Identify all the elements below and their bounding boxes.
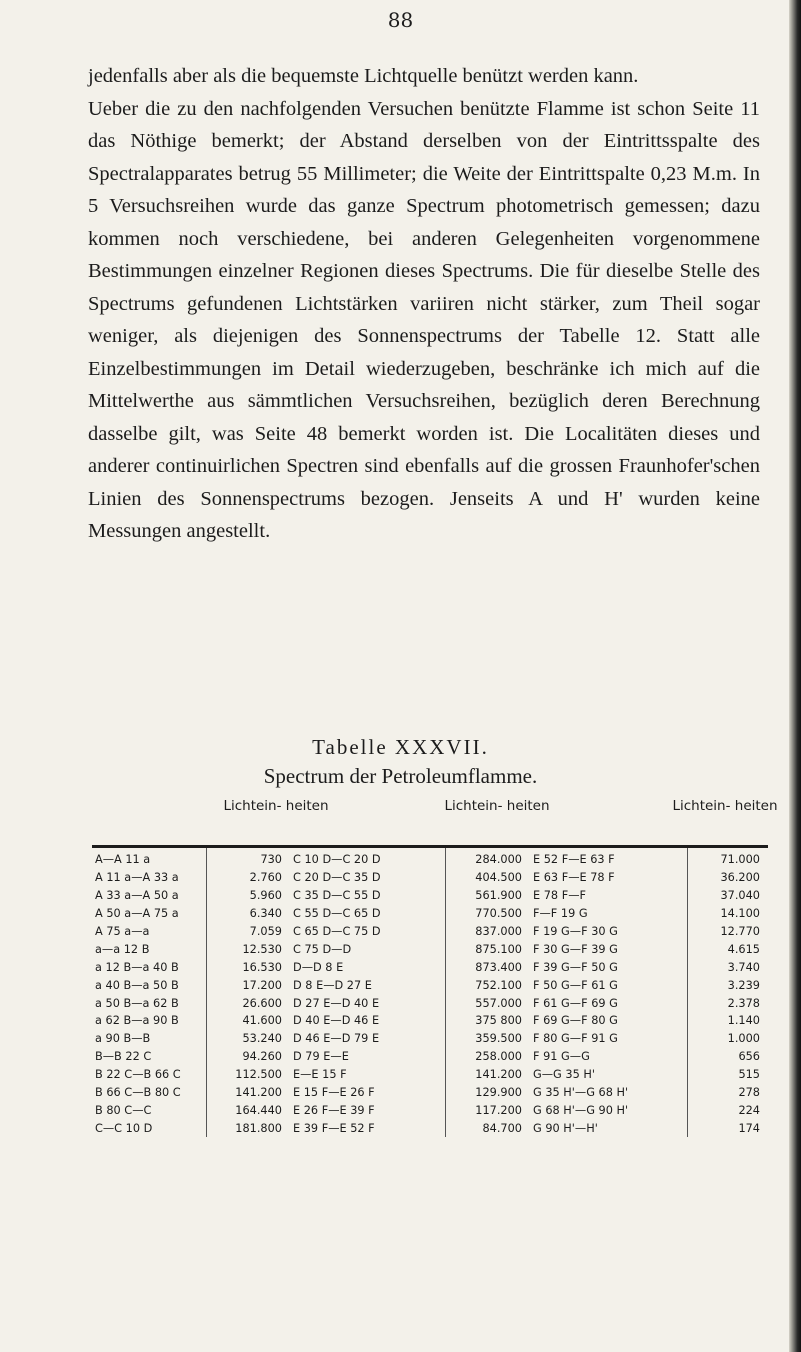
intensity-cell: 141.200 [475, 1068, 522, 1082]
region-cell: E 78 F—F [530, 887, 687, 905]
region-cell: E—E 15 F [290, 1066, 445, 1084]
table-row [92, 1048, 768, 1066]
table-body [92, 847, 768, 1138]
intensity-cell: 873.400 [475, 960, 522, 974]
intensity-cell: 656 [738, 1050, 760, 1064]
region-cell: D 46 E—D 79 E [290, 1030, 445, 1048]
region-cell: B 22 C—B 66 C [92, 1066, 206, 1084]
intensity-cell: 94.260 [242, 1050, 282, 1064]
region-cell: a 50 B—a 62 B [92, 994, 206, 1012]
intensity-cell: 730 [260, 853, 282, 867]
table-row [92, 923, 768, 941]
intensity-cell: 84.700 [482, 1121, 522, 1135]
region-cell: C 10 D—C 20 D [290, 847, 445, 869]
table-row [92, 1066, 768, 1084]
table-row [92, 1030, 768, 1048]
region-cell: a—a 12 B [92, 940, 206, 958]
intensity-cell: 36.200 [720, 871, 760, 885]
intensity-cell: 6.340 [249, 907, 282, 921]
region-cell: F 19 G—F 30 G [530, 923, 687, 941]
region-cell: A 33 a—A 50 a [92, 887, 206, 905]
region-cell: G 35 H'—G 68 H' [530, 1084, 687, 1102]
table-row [92, 1012, 768, 1030]
paragraph-1: jedenfalls aber als die bequemste Lichtquelle benützt werden kann. [88, 65, 639, 87]
region-cell: C 55 D—C 65 D [290, 905, 445, 923]
region-cell: C 20 D—C 35 D [290, 869, 445, 887]
region-cell: F 91 G—G [530, 1048, 687, 1066]
intensity-cell: 7.059 [249, 925, 282, 938]
region-cell: F 69 G—F 80 G [530, 1012, 687, 1030]
intensity-cell: 112.500 [235, 1068, 282, 1082]
column-header-1: Lichtein- heiten [223, 798, 329, 814]
region-cell: D—D 8 E [290, 958, 445, 976]
region-cell: a 12 B—a 40 B [92, 958, 206, 976]
table-row [92, 1101, 768, 1119]
region-cell: G—G 35 H' [530, 1066, 687, 1084]
table-row [92, 976, 768, 994]
intensity-cell: 5.960 [249, 889, 282, 903]
intensity-cell: 129.900 [475, 1086, 522, 1100]
intensity-cell: 71.000 [720, 853, 760, 867]
table-row [92, 1084, 768, 1102]
region-cell: F 80 G—F 91 G [530, 1030, 687, 1048]
region-cell: B 66 C—B 80 C [92, 1084, 206, 1102]
intensity-cell: 16.530 [242, 960, 282, 974]
region-cell: C—C 10 D [92, 1119, 206, 1137]
intensity-cell: 164.440 [235, 1103, 282, 1117]
region-cell: C 75 D—D [290, 940, 445, 958]
region-cell: E 39 F—E 52 F [290, 1119, 445, 1137]
table-row [92, 887, 768, 905]
intensity-cell: 875.100 [475, 942, 522, 956]
intensity-cell: 12.530 [242, 942, 282, 956]
region-cell: E 15 F—E 26 F [290, 1084, 445, 1102]
region-cell: E 52 F—E 63 F [530, 847, 687, 869]
region-cell: F 30 G—F 39 G [530, 940, 687, 958]
table-row [92, 1119, 768, 1137]
region-cell: D 8 E—D 27 E [290, 976, 445, 994]
intensity-cell: 224 [738, 1103, 760, 1117]
paragraph-2: Ueber die zu den nachfolgenden Versuchen benützte Flamme ist schon Seite 11 das Nöthige bemerkt; der Abstand derselben von der Eintrittsspalte des Spectralapparates betrug 55 Millimeter; die Weite der Eintrittspalte 0,23 M.m. In 5 Versuchsreihen wurde das ganze Spectrum photometrisch gemessen; dazu kommen noch verschiedene, bei anderen Gelegenheiten vorgenommene Bestimmungen einzelner Regionen dieses Spectrums. Die für dieselbe Stelle des Spectrums gefundenen Lichtstärken variiren nicht stärker, zum Theil sogar weniger, als diejenigen des Sonnenspectrums der Tabelle 12. Statt alle Einzelbestimmungen im Detail wiederzugeben, beschränke ich mich auf die Mittelwerthe aus sämmtlichen Versuchsreihen, bezüglich deren Berechnung dasselbe gilt, was Seite 48 bemerkt worden ist. Die Localitäten dieses und anderer continuirlichen Spectren sind ebenfalls auf die grossen Fraunhofer'schen Linien des Sonnenspectrums bezogen. Jenseits A und H' wurden keine Messungen angestellt. [88, 97, 760, 542]
region-cell: G 90 H'—H' [530, 1119, 687, 1137]
region-cell: A 11 a—A 33 a [92, 869, 206, 887]
intensity-cell: 515 [738, 1068, 760, 1082]
intensity-cell: 837.000 [475, 925, 522, 938]
region-cell: F 39 G—F 50 G [530, 958, 687, 976]
region-cell: a 90 B—B [92, 1030, 206, 1048]
region-cell: F 50 G—F 61 G [530, 976, 687, 994]
region-cell: A 50 a—A 75 a [92, 905, 206, 923]
intensity-cell: 181.800 [235, 1121, 282, 1135]
intensity-cell: 284.000 [475, 853, 522, 867]
region-cell: F—F 19 G [530, 905, 687, 923]
table-row [92, 869, 768, 887]
region-cell: A—A 11 a [92, 847, 206, 869]
table-row [92, 847, 768, 869]
intensity-cell: 2.378 [727, 996, 760, 1010]
body-text [88, 60, 760, 548]
region-cell: E 26 F—E 39 F [290, 1101, 445, 1119]
intensity-cell: 3.239 [727, 978, 760, 992]
spectrum-table [92, 845, 768, 1137]
column-header-3: Lichtein- heiten [672, 798, 778, 814]
region-cell: B 80 C—C [92, 1101, 206, 1119]
intensity-cell: 53.240 [242, 1032, 282, 1046]
table-title: Tabelle XXXVII. [312, 735, 489, 759]
region-cell: G 68 H'—G 90 H' [530, 1101, 687, 1119]
column-header-2: Lichtein- heiten [444, 798, 550, 814]
table-subtitle: Spectrum der Petroleumflamme. [263, 764, 538, 788]
table-row [92, 958, 768, 976]
intensity-cell: 17.200 [242, 978, 282, 992]
region-cell: C 35 D—C 55 D [290, 887, 445, 905]
page-number: 88 [387, 8, 414, 32]
region-cell: a 40 B—a 50 B [92, 976, 206, 994]
intensity-cell: 752.100 [475, 978, 522, 992]
region-cell: D 40 E—D 46 E [290, 1012, 445, 1030]
intensity-cell: 404.500 [475, 871, 522, 885]
intensity-cell: 117.200 [475, 1103, 522, 1117]
page-edge-shadow [789, 0, 801, 1352]
intensity-cell: 359.500 [475, 1032, 522, 1046]
intensity-cell: 3.740 [727, 960, 760, 974]
intensity-cell: 770.500 [475, 907, 522, 921]
intensity-cell: 37.040 [720, 889, 760, 903]
intensity-cell: 258.000 [475, 1050, 522, 1064]
region-cell: C 65 D—C 75 D [290, 923, 445, 941]
table-row [92, 994, 768, 1012]
region-cell: D 79 E—E [290, 1048, 445, 1066]
intensity-cell: 4.615 [727, 942, 760, 956]
region-cell: D 27 E—D 40 E [290, 994, 445, 1012]
intensity-cell: 2.760 [249, 871, 282, 885]
intensity-cell: 557.000 [475, 996, 522, 1010]
intensity-cell: 375 800 [475, 1014, 522, 1028]
intensity-cell: 561.900 [475, 889, 522, 903]
intensity-cell: 41.600 [242, 1014, 282, 1028]
intensity-cell: 26.600 [242, 996, 282, 1010]
table-row [92, 905, 768, 923]
region-cell: B—B 22 C [92, 1048, 206, 1066]
intensity-cell: 1.000 [727, 1032, 760, 1046]
region-cell: E 63 F—E 78 F [530, 869, 687, 887]
region-cell: F 61 G—F 69 G [530, 994, 687, 1012]
region-cell: a 62 B—a 90 B [92, 1012, 206, 1030]
intensity-cell: 1.140 [727, 1014, 760, 1028]
intensity-cell: 12.770 [720, 925, 760, 938]
region-cell: A 75 a—a [92, 923, 206, 941]
intensity-cell: 174 [738, 1121, 760, 1135]
table-row [92, 940, 768, 958]
intensity-cell: 14.100 [720, 907, 760, 921]
intensity-cell: 278 [738, 1086, 760, 1100]
intensity-cell: 141.200 [235, 1086, 282, 1100]
